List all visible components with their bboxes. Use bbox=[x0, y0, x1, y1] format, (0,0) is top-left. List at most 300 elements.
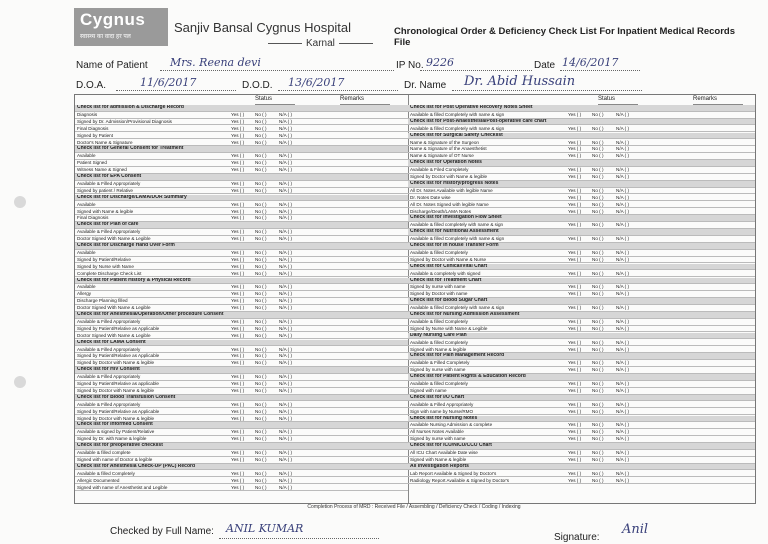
row-label: Signed by Patient/Relative as Applicable bbox=[77, 353, 160, 359]
date-value: 14/6/2017 bbox=[562, 56, 619, 69]
status-no: No ( ) bbox=[255, 484, 267, 490]
row-label: All Nurses Notes Available bbox=[410, 429, 464, 435]
status-na: N/A ( ) bbox=[279, 263, 293, 269]
section-header bbox=[75, 222, 408, 229]
section-header bbox=[408, 464, 755, 471]
status-no: No ( ) bbox=[592, 346, 604, 352]
row-label: All ICU Chart Available Date wise bbox=[410, 450, 478, 455]
section-header bbox=[408, 181, 755, 188]
status-options bbox=[231, 126, 303, 132]
checklist-row bbox=[75, 112, 408, 119]
remarks-header: Remarks bbox=[340, 95, 390, 105]
status-no: No ( ) bbox=[255, 270, 267, 276]
checklist-row bbox=[75, 236, 408, 243]
status-yes: Yes ( ) bbox=[231, 318, 245, 324]
row-label: Check list for Nursing Notes bbox=[410, 415, 478, 421]
status-na: N/A ( ) bbox=[279, 256, 293, 262]
status-options bbox=[568, 347, 640, 353]
status-na: N/A ( ) bbox=[279, 353, 293, 359]
row-label: Available bbox=[77, 249, 96, 255]
row-label: Signed by Dr. with Name & legible bbox=[77, 436, 147, 442]
checklist-row bbox=[75, 160, 408, 167]
checklist-row bbox=[408, 257, 755, 264]
status-options bbox=[568, 257, 640, 263]
status-no: No ( ) bbox=[255, 353, 267, 359]
checklist-row bbox=[408, 305, 755, 312]
status-na: N/A ( ) bbox=[616, 174, 630, 179]
row-label: All Dr. Notes Signed with legible Name bbox=[410, 201, 489, 207]
section-header bbox=[75, 367, 408, 374]
checklist-row bbox=[75, 471, 408, 478]
status-no: No ( ) bbox=[592, 318, 604, 324]
row-label: Available & completely with signed bbox=[410, 270, 481, 276]
status-yes: Yes ( ) bbox=[231, 167, 245, 173]
status-no: No ( ) bbox=[255, 318, 267, 324]
row-label: Check list for Nursing Admission Assessment bbox=[410, 312, 520, 317]
status-yes: Yes ( ) bbox=[568, 436, 582, 442]
status-no: No ( ) bbox=[592, 422, 604, 428]
status-yes: Yes ( ) bbox=[568, 381, 582, 386]
checklist-row bbox=[75, 264, 408, 271]
status-no: No ( ) bbox=[255, 408, 267, 414]
checklist-row bbox=[408, 326, 755, 333]
status-options bbox=[568, 167, 640, 173]
status-options bbox=[231, 360, 303, 366]
row-label: Name & Signature of the Anaesthetist bbox=[410, 146, 487, 152]
status-yes: Yes ( ) bbox=[231, 470, 245, 476]
row-label: Signed by nurse with name bbox=[410, 436, 466, 442]
status-na: N/A ( ) bbox=[279, 387, 293, 393]
row-label: Diagnosis bbox=[77, 111, 98, 117]
status-yes: Yes ( ) bbox=[231, 360, 245, 366]
row-label: Available & Filled Appropriately bbox=[77, 318, 141, 324]
checklist-row bbox=[75, 126, 408, 133]
section-header bbox=[408, 395, 755, 402]
status-no: No ( ) bbox=[592, 401, 604, 407]
dr-line bbox=[452, 90, 642, 91]
doa-value: 11/6/2017 bbox=[140, 76, 197, 89]
date-line bbox=[560, 70, 640, 71]
row-label: Available & filled Completely with name & sign bbox=[410, 125, 505, 131]
status-options bbox=[568, 291, 640, 297]
checklist-row bbox=[75, 202, 408, 209]
row-label: Check list for Operation Notes bbox=[410, 160, 482, 166]
status-no: No ( ) bbox=[592, 208, 604, 214]
status-na: N/A ( ) bbox=[279, 201, 293, 207]
status-options bbox=[568, 126, 640, 132]
status-yes: Yes ( ) bbox=[568, 111, 582, 117]
status-options bbox=[231, 236, 303, 242]
row-label: Check list for I/O Chart bbox=[410, 394, 465, 400]
checklist-row bbox=[75, 457, 408, 464]
status-yes: Yes ( ) bbox=[231, 332, 245, 338]
status-options bbox=[231, 347, 303, 353]
checklist-row bbox=[75, 416, 408, 423]
row-label: Available & Filled Appropriately bbox=[77, 346, 141, 352]
checklist-row bbox=[75, 485, 408, 492]
status-no: No ( ) bbox=[255, 201, 267, 207]
status-no: No ( ) bbox=[592, 284, 604, 290]
status-no: No ( ) bbox=[592, 187, 604, 193]
status-yes: Yes ( ) bbox=[568, 318, 582, 324]
row-label: Available & filled complete bbox=[77, 450, 131, 455]
status-yes: Yes ( ) bbox=[231, 387, 245, 393]
row-label: Doctor Signed With Name & Legible bbox=[77, 305, 151, 311]
status-no: No ( ) bbox=[592, 436, 604, 442]
row-label: Dr. Notes Date wise bbox=[410, 194, 451, 200]
checklist-row bbox=[75, 188, 408, 195]
checklist-row bbox=[408, 457, 755, 464]
checklist-row bbox=[408, 478, 755, 485]
row-label: Check list for Surgical Safety Checklist bbox=[410, 132, 503, 138]
row-label: Radiology Report Available & Signed by Doctor's bbox=[410, 477, 510, 483]
status-na: N/A ( ) bbox=[279, 415, 293, 421]
checklist-row bbox=[75, 271, 408, 278]
status-yes: Yes ( ) bbox=[568, 325, 582, 331]
status-header: Status bbox=[598, 95, 638, 105]
status-na: N/A ( ) bbox=[616, 256, 630, 262]
section-header bbox=[408, 264, 755, 271]
checked-by-line bbox=[219, 538, 379, 539]
checklist-row bbox=[408, 140, 755, 147]
status-options bbox=[231, 112, 303, 118]
status-na: N/A ( ) bbox=[279, 318, 293, 324]
status-no: No ( ) bbox=[592, 325, 604, 331]
checklist-row bbox=[75, 167, 408, 174]
patient-line bbox=[160, 70, 394, 71]
row-label: Signed by Patient/Relative as Applicable bbox=[77, 325, 160, 331]
dr-value: Dr. Abid Hussain bbox=[464, 74, 576, 89]
status-options bbox=[231, 215, 303, 221]
status-na: N/A ( ) bbox=[616, 284, 630, 290]
patient-value: Mrs. Reena devi bbox=[170, 56, 261, 69]
punch-hole bbox=[14, 376, 26, 388]
checklist-row bbox=[75, 119, 408, 126]
row-label: Check list for HIV Consent bbox=[77, 367, 140, 373]
status-yes: Yes ( ) bbox=[231, 456, 245, 462]
status-yes: Yes ( ) bbox=[231, 401, 245, 407]
dod-label: D.O.D. bbox=[242, 80, 273, 91]
checklist-row bbox=[408, 112, 755, 119]
status-options bbox=[231, 160, 303, 166]
status-no: No ( ) bbox=[592, 222, 604, 228]
doa-label: D.O.A. bbox=[76, 80, 107, 91]
row-label: Signed with Name & legible bbox=[410, 346, 467, 352]
status-no: No ( ) bbox=[255, 208, 267, 214]
section-header bbox=[75, 195, 408, 202]
status-options bbox=[231, 298, 303, 304]
status-na: N/A ( ) bbox=[616, 201, 630, 207]
checklist-row bbox=[408, 450, 755, 457]
status-no: No ( ) bbox=[255, 263, 267, 269]
status-na: N/A ( ) bbox=[616, 208, 630, 214]
punch-hole bbox=[14, 196, 26, 208]
status-yes: Yes ( ) bbox=[231, 201, 245, 207]
status-yes: Yes ( ) bbox=[231, 270, 245, 276]
status-options bbox=[231, 181, 303, 187]
status-yes: Yes ( ) bbox=[568, 470, 582, 476]
ip-line bbox=[420, 70, 532, 71]
status-options bbox=[231, 381, 303, 387]
status-no: No ( ) bbox=[592, 339, 604, 345]
status-options bbox=[231, 229, 303, 235]
status-yes: Yes ( ) bbox=[568, 256, 582, 262]
status-na: N/A ( ) bbox=[279, 401, 293, 407]
status-no: No ( ) bbox=[255, 153, 267, 159]
status-na: N/A ( ) bbox=[616, 346, 630, 352]
section-header bbox=[408, 443, 755, 450]
status-na: N/A ( ) bbox=[279, 477, 293, 483]
ip-value: 9226 bbox=[426, 56, 454, 69]
right-checklist bbox=[408, 95, 755, 503]
status-yes: Yes ( ) bbox=[568, 208, 582, 214]
status-no: No ( ) bbox=[255, 360, 267, 366]
status-options bbox=[231, 153, 303, 159]
status-na: N/A ( ) bbox=[279, 360, 293, 366]
checklist-row bbox=[408, 422, 755, 429]
checklist-row bbox=[75, 353, 408, 360]
checklist-row bbox=[75, 388, 408, 395]
checklist-row bbox=[75, 291, 408, 298]
status-yes: Yes ( ) bbox=[568, 125, 582, 131]
status-na: N/A ( ) bbox=[279, 456, 293, 462]
status-options bbox=[231, 305, 303, 311]
section-header bbox=[408, 416, 755, 423]
checklist-row bbox=[408, 388, 755, 395]
status-no: No ( ) bbox=[255, 229, 267, 235]
status-na: N/A ( ) bbox=[616, 249, 630, 255]
checklist-row bbox=[408, 436, 755, 443]
status-na: N/A ( ) bbox=[279, 436, 293, 442]
section-header bbox=[408, 119, 755, 126]
row-label: All Dr. Notes Available with legible Name bbox=[410, 187, 493, 193]
status-no: No ( ) bbox=[592, 429, 604, 435]
status-yes: Yes ( ) bbox=[231, 484, 245, 490]
row-label: Signed with name bbox=[410, 387, 447, 393]
row-label: Signed with name of Doctor & legible bbox=[77, 456, 153, 462]
row-label: Check list for admission & Discharge Record bbox=[77, 105, 184, 110]
status-options bbox=[231, 429, 303, 435]
row-label: Available bbox=[77, 284, 96, 290]
ip-label: IP No. bbox=[396, 60, 424, 71]
status-no: No ( ) bbox=[255, 284, 267, 290]
section-header bbox=[75, 464, 408, 471]
row-label: Check list for Pain Management Record bbox=[410, 353, 505, 359]
status-yes: Yes ( ) bbox=[231, 450, 245, 455]
status-na: N/A ( ) bbox=[616, 401, 630, 407]
section-header bbox=[408, 374, 755, 381]
section-header bbox=[408, 160, 755, 167]
checklist-row bbox=[75, 209, 408, 216]
status-yes: Yes ( ) bbox=[231, 374, 245, 380]
status-na: N/A ( ) bbox=[279, 270, 293, 276]
row-label: Available & Filled Appropriately bbox=[77, 229, 141, 235]
row-label: Signed by Patient bbox=[77, 132, 114, 138]
status-na: N/A ( ) bbox=[279, 111, 293, 117]
status-yes: Yes ( ) bbox=[231, 325, 245, 331]
row-label: Available & filled Completely bbox=[410, 339, 468, 345]
status-yes: Yes ( ) bbox=[568, 187, 582, 193]
row-label: Name & Signature of OT Nurse bbox=[410, 153, 474, 159]
section-header bbox=[75, 395, 408, 402]
status-yes: Yes ( ) bbox=[568, 146, 582, 152]
status-na: N/A ( ) bbox=[279, 374, 293, 380]
status-yes: Yes ( ) bbox=[231, 153, 245, 159]
checklist-row bbox=[408, 360, 755, 367]
status-yes: Yes ( ) bbox=[568, 305, 582, 311]
checklist-row bbox=[408, 429, 755, 436]
status-no: No ( ) bbox=[255, 332, 267, 338]
status-options bbox=[231, 402, 303, 408]
status-yes: Yes ( ) bbox=[231, 284, 245, 290]
status-yes: Yes ( ) bbox=[231, 477, 245, 483]
row-label: Signed by Doctor with Name & legible bbox=[77, 387, 155, 393]
row-label: Signed with Name & legible bbox=[77, 208, 134, 214]
checklist-row bbox=[408, 153, 755, 160]
row-label: Check list for Nutritional Assessment bbox=[410, 229, 499, 235]
status-yes: Yes ( ) bbox=[231, 381, 245, 386]
checklist-row bbox=[75, 429, 408, 436]
status-na: N/A ( ) bbox=[279, 118, 293, 124]
status-na: N/A ( ) bbox=[616, 477, 630, 483]
checklist-row bbox=[408, 402, 755, 409]
status-no: No ( ) bbox=[255, 132, 267, 138]
status-options bbox=[568, 381, 640, 387]
logo-text: Cygnus bbox=[80, 10, 146, 29]
status-na: N/A ( ) bbox=[616, 153, 630, 159]
status-no: No ( ) bbox=[255, 305, 267, 311]
status-na: N/A ( ) bbox=[616, 187, 630, 193]
status-yes: Yes ( ) bbox=[231, 118, 245, 124]
status-na: N/A ( ) bbox=[616, 236, 630, 242]
checklist-row bbox=[75, 360, 408, 367]
status-yes: Yes ( ) bbox=[568, 153, 582, 159]
status-na: N/A ( ) bbox=[616, 470, 630, 476]
status-options bbox=[231, 291, 303, 297]
status-na: N/A ( ) bbox=[616, 339, 630, 345]
footer-note: Completion Process of MRD : Received File / Assembling / Deficiency Check / Coding / Indexing bbox=[307, 504, 521, 510]
row-label: Discharge/Death/LAMA Notes bbox=[410, 208, 472, 214]
status-no: No ( ) bbox=[592, 381, 604, 386]
status-na: N/A ( ) bbox=[279, 208, 293, 214]
checklist-row bbox=[408, 188, 755, 195]
status-yes: Yes ( ) bbox=[568, 174, 582, 179]
row-label: Allergic Documented bbox=[77, 477, 120, 483]
row-label: Available bbox=[77, 153, 96, 159]
row-label: Check list for Clinical/Vital Chart bbox=[410, 263, 488, 269]
signature-label: Signature: bbox=[554, 532, 600, 543]
row-label: Allergy bbox=[77, 291, 92, 297]
status-yes: Yes ( ) bbox=[231, 139, 245, 145]
status-yes: Yes ( ) bbox=[231, 187, 245, 193]
row-label: Discharge Planning filled bbox=[77, 298, 128, 304]
status-na: N/A ( ) bbox=[616, 270, 630, 276]
status-yes: Yes ( ) bbox=[231, 160, 245, 166]
checklist-row bbox=[408, 195, 755, 202]
status-yes: Yes ( ) bbox=[568, 270, 582, 276]
row-label: Signed by Patient/Relative bbox=[77, 256, 131, 262]
status-yes: Yes ( ) bbox=[568, 429, 582, 435]
status-no: No ( ) bbox=[592, 367, 604, 373]
section-header bbox=[408, 105, 755, 112]
status-yes: Yes ( ) bbox=[231, 249, 245, 255]
status-yes: Yes ( ) bbox=[568, 236, 582, 242]
status-no: No ( ) bbox=[255, 477, 267, 483]
checklist-row bbox=[75, 229, 408, 236]
status-yes: Yes ( ) bbox=[568, 284, 582, 290]
status-options bbox=[568, 236, 640, 242]
status-options bbox=[568, 305, 640, 311]
status-yes: Yes ( ) bbox=[568, 387, 582, 393]
checklist-row bbox=[408, 250, 755, 257]
row-label: Check list for General Consent for Treatment bbox=[77, 146, 184, 152]
checklist-row bbox=[75, 284, 408, 291]
section-header bbox=[75, 422, 408, 429]
row-label: Check list for Treatment Chart bbox=[410, 277, 482, 283]
status-no: No ( ) bbox=[255, 436, 267, 442]
status-no: No ( ) bbox=[592, 456, 604, 462]
section-header bbox=[408, 243, 755, 250]
checklist-row bbox=[408, 271, 755, 278]
dod-line bbox=[278, 90, 398, 91]
row-label: Available & filled Completely bbox=[410, 249, 468, 255]
status-na: N/A ( ) bbox=[616, 146, 630, 152]
checklist-row bbox=[408, 319, 755, 326]
status-na: N/A ( ) bbox=[616, 305, 630, 311]
checklist-row bbox=[408, 471, 755, 478]
row-label: Signed by Patient/Relative as Applicable bbox=[77, 408, 160, 414]
row-label: Available & filled Completely with name & sign bbox=[410, 111, 505, 117]
status-options bbox=[231, 133, 303, 139]
row-label: Check list for LAMA Consent bbox=[77, 339, 146, 345]
status-yes: Yes ( ) bbox=[568, 477, 582, 483]
row-label: Check list for Investigation Flow Sheet bbox=[410, 215, 502, 221]
status-na: N/A ( ) bbox=[279, 291, 293, 297]
status-yes: Yes ( ) bbox=[568, 456, 582, 462]
row-label: Signed with name of Anesthetist and Legible bbox=[77, 484, 168, 490]
row-label: Check list for EPA Consent bbox=[77, 174, 142, 179]
section-header bbox=[75, 146, 408, 153]
status-yes: Yes ( ) bbox=[231, 436, 245, 442]
checklist-row bbox=[75, 319, 408, 326]
status-options bbox=[231, 388, 303, 394]
status-no: No ( ) bbox=[255, 160, 267, 166]
status-options bbox=[231, 257, 303, 263]
status-options bbox=[568, 250, 640, 256]
checklist-row bbox=[408, 167, 755, 174]
status-options bbox=[231, 374, 303, 380]
checklist-row bbox=[408, 202, 755, 209]
checklist-row bbox=[75, 298, 408, 305]
row-label: Signed by Nurse with Name bbox=[77, 263, 134, 269]
status-yes: Yes ( ) bbox=[568, 408, 582, 414]
status-no: No ( ) bbox=[255, 415, 267, 421]
doa-line bbox=[116, 90, 236, 91]
status-na: N/A ( ) bbox=[279, 167, 293, 173]
row-label: Check list for Plan of care bbox=[77, 222, 139, 228]
status-header: Status bbox=[255, 95, 295, 105]
row-label: Signed by nurse with name bbox=[410, 284, 466, 290]
row-label: Signed by Doctor with Name & legible bbox=[410, 174, 488, 179]
row-label: Available & Filled Appropriately bbox=[77, 374, 141, 380]
row-label: Available & signed by Patient/Relative bbox=[77, 429, 155, 435]
status-na: N/A ( ) bbox=[279, 332, 293, 338]
status-options bbox=[231, 202, 303, 208]
status-na: N/A ( ) bbox=[616, 291, 630, 297]
row-label: Available & Filed Completely bbox=[410, 167, 469, 173]
form-sheet bbox=[74, 8, 754, 543]
row-label: Available & Filled Appropriately bbox=[410, 401, 474, 407]
